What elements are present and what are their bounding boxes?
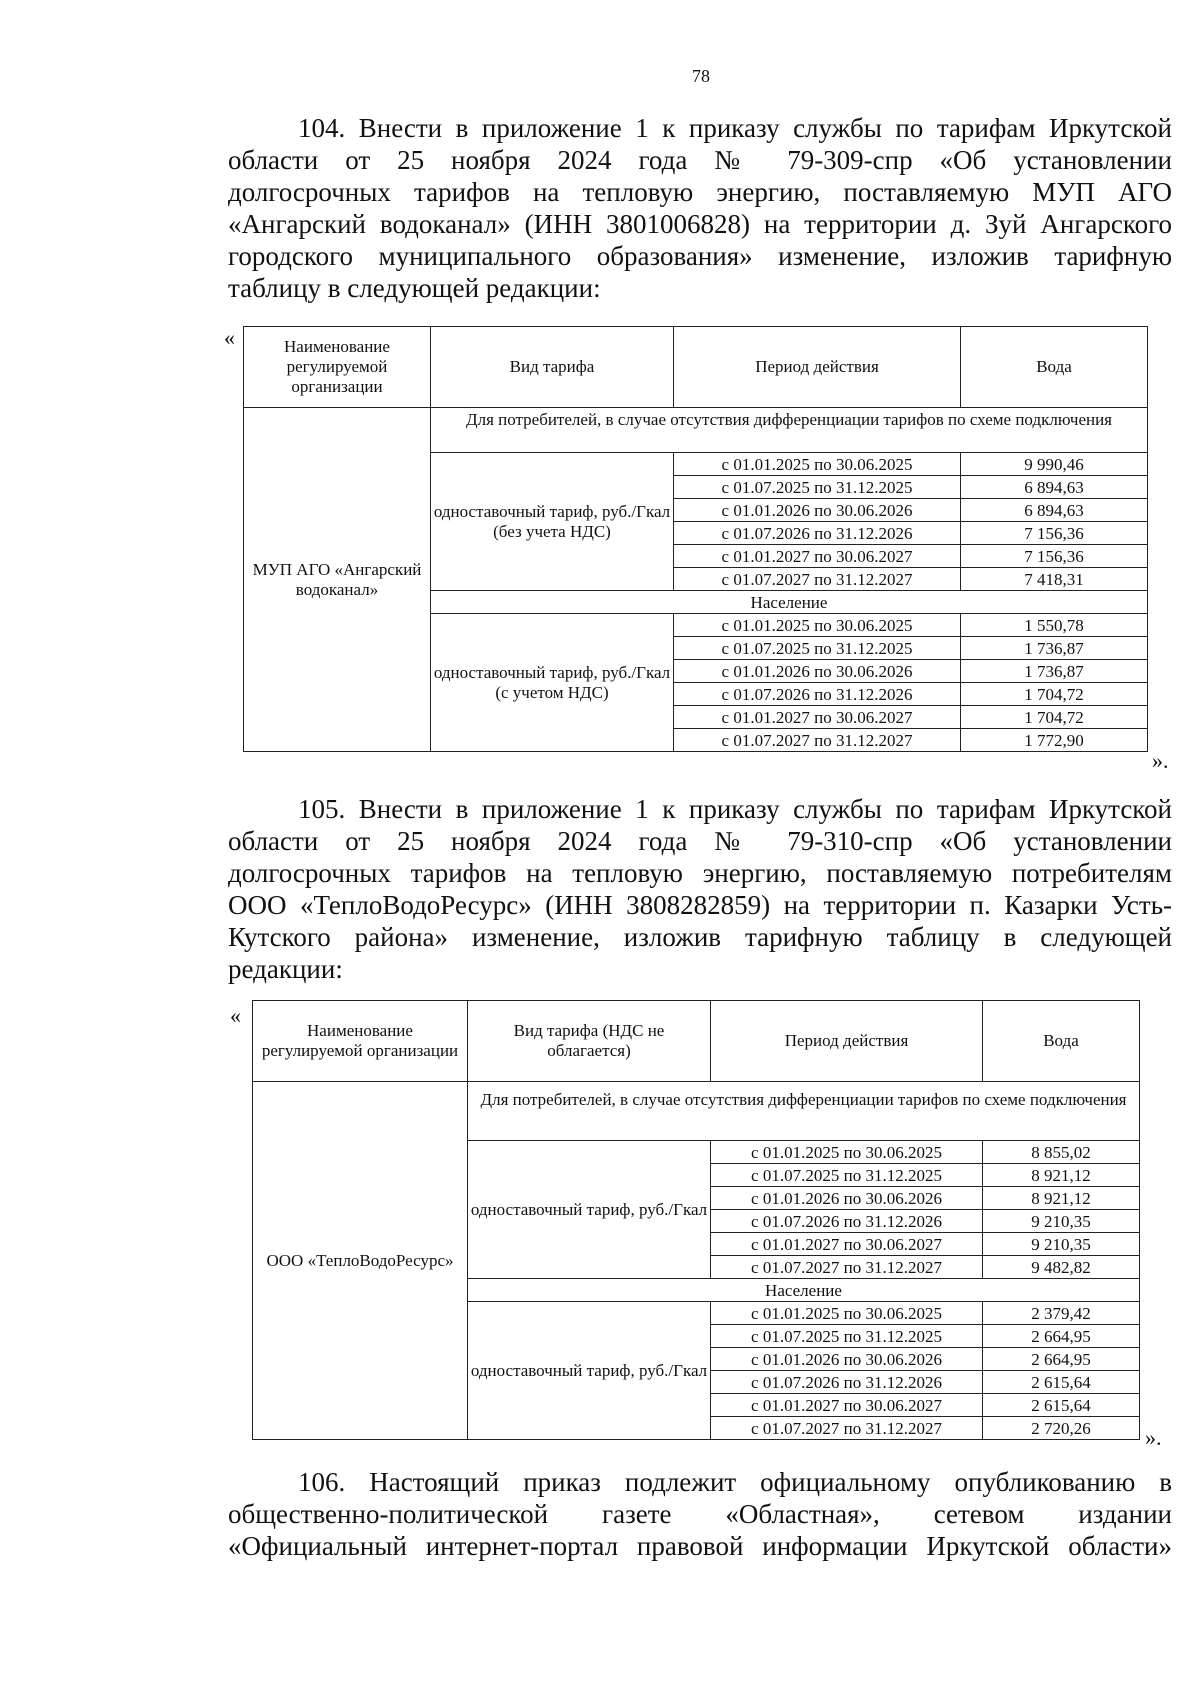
value-cell: 1 550,78: [961, 614, 1148, 637]
paragraph-line: «Ангарский водоканал» (ИНН 3801006828) на территории д. Зуй Ангарского: [228, 209, 1172, 239]
header-period: Период действия: [711, 1001, 983, 1082]
paragraph-line: городского муниципального образования» изменение, изложив тарифную: [228, 241, 1172, 271]
header-organization: Наименование регулируемой организации: [253, 1001, 468, 1082]
period-cell: с 01.01.2025 по 30.06.2025: [674, 453, 961, 476]
value-cell: 7 418,31: [961, 568, 1148, 591]
value-cell: 2 664,95: [983, 1325, 1140, 1348]
value-cell: 8 921,12: [983, 1164, 1140, 1187]
paragraph-106: [228, 1466, 1172, 1562]
value-cell: 8 855,02: [983, 1141, 1140, 1164]
paragraph-line: Кутского района» изменение, изложив тарифную таблицу в следующей: [228, 922, 1172, 952]
value-cell: 2 615,64: [983, 1371, 1140, 1394]
paragraph-line: редакции:: [228, 954, 343, 984]
value-cell: 1 736,87: [961, 660, 1148, 683]
paragraph-line: «Официальный интернет-портал правовой информации Иркутской области»: [228, 1531, 1172, 1561]
period-cell: с 01.07.2025 по 31.12.2025: [711, 1164, 983, 1187]
value-cell: 1 704,72: [961, 683, 1148, 706]
value-cell: 2 379,42: [983, 1302, 1140, 1325]
value-cell: 7 156,36: [961, 545, 1148, 568]
table2-close-quote: ».: [1145, 1425, 1162, 1450]
period-cell: с 01.07.2026 по 31.12.2026: [674, 522, 961, 545]
period-cell: с 01.01.2027 по 30.06.2027: [711, 1394, 983, 1417]
period-cell: с 01.01.2026 по 30.06.2026: [674, 499, 961, 522]
tariff-table-1: [243, 326, 1148, 752]
table1-close-quote: ».: [1152, 748, 1169, 773]
tariff-type-cell: одноставочный тариф, руб./Гкал (без учета НДС): [431, 453, 674, 591]
period-cell: с 01.07.2027 по 31.12.2027: [674, 568, 961, 591]
page-number: 78: [692, 66, 710, 86]
tariff-type-cell: одноставочный тариф, руб./Гкал (с учетом НДС): [431, 614, 674, 752]
header-tariff-type: Вид тарифа (НДС не облагается): [468, 1001, 711, 1082]
value-cell: 1 736,87: [961, 637, 1148, 660]
paragraph-line: общественно-политической газете «Областная», сетевом издании: [228, 1499, 1172, 1529]
value-cell: 8 921,12: [983, 1187, 1140, 1210]
paragraph-line: таблицу в следующей редакции:: [228, 273, 601, 303]
value-cell: 9 210,35: [983, 1210, 1140, 1233]
value-cell: 1 704,72: [961, 706, 1148, 729]
period-cell: с 01.07.2027 по 31.12.2027: [674, 729, 961, 752]
paragraph-line: области от 25 ноября 2024 года № 79-310-спр «Об установлении: [228, 826, 1172, 856]
period-cell: с 01.07.2027 по 31.12.2027: [711, 1256, 983, 1279]
header-tariff-type: Вид тарифа: [431, 327, 674, 408]
period-cell: с 01.01.2025 по 30.06.2025: [711, 1302, 983, 1325]
header-water: Вода: [983, 1001, 1140, 1082]
organization-cell: ООО «ТеплоВодоРесурс»: [253, 1082, 468, 1440]
table1-open-quote: «: [224, 325, 235, 350]
group-label: Население: [468, 1279, 1140, 1302]
period-cell: с 01.07.2025 по 31.12.2025: [711, 1325, 983, 1348]
paragraph-105: [228, 793, 1172, 985]
value-cell: 1 772,90: [961, 729, 1148, 752]
group-label: Население: [431, 591, 1148, 614]
paragraph-line: долгосрочных тарифов на тепловую энергию, поставляемую МУП АГО: [228, 177, 1172, 207]
paragraph-line: области от 25 ноября 2024 года № 79-309-спр «Об установлении: [228, 145, 1172, 175]
period-cell: с 01.01.2027 по 30.06.2027: [674, 545, 961, 568]
value-cell: 6 894,63: [961, 476, 1148, 499]
period-cell: с 01.01.2027 по 30.06.2027: [711, 1233, 983, 1256]
header-organization: Наименование регулируемой организации: [244, 327, 431, 408]
value-cell: 2 615,64: [983, 1394, 1140, 1417]
group-label: Для потребителей, в случае отсутствия дифференциации тарифов по схеме подключения: [431, 408, 1148, 453]
value-cell: 2 664,95: [983, 1348, 1140, 1371]
period-cell: с 01.07.2025 по 31.12.2025: [674, 637, 961, 660]
period-cell: с 01.07.2026 по 31.12.2026: [674, 683, 961, 706]
period-cell: с 01.01.2025 по 30.06.2025: [711, 1141, 983, 1164]
paragraph-line: 106. Настоящий приказ подлежит официальному опубликованию в: [298, 1467, 1172, 1497]
table2-open-quote: «: [230, 1003, 241, 1028]
organization-cell: МУП АГО «Ангарский водоканал»: [244, 408, 431, 752]
value-cell: 9 210,35: [983, 1233, 1140, 1256]
header-water: Вода: [961, 327, 1148, 408]
paragraph-line: 104. Внести в приложение 1 к приказу службы по тарифам Иркутской: [298, 113, 1172, 143]
value-cell: 2 720,26: [983, 1417, 1140, 1440]
group-label: Для потребителей, в случае отсутствия дифференциации тарифов по схеме подключения: [468, 1082, 1140, 1141]
tariff-type-cell: одноставочный тариф, руб./Гкал: [468, 1141, 711, 1279]
period-cell: с 01.07.2026 по 31.12.2026: [711, 1210, 983, 1233]
period-cell: с 01.01.2026 по 30.06.2026: [711, 1348, 983, 1371]
paragraph-line: 105. Внести в приложение 1 к приказу службы по тарифам Иркутской: [298, 794, 1172, 824]
period-cell: с 01.01.2026 по 30.06.2026: [711, 1187, 983, 1210]
period-cell: с 01.01.2026 по 30.06.2026: [674, 660, 961, 683]
paragraph-104: [228, 112, 1172, 304]
period-cell: с 01.07.2027 по 31.12.2027: [711, 1417, 983, 1440]
paragraph-line: ООО «ТеплоВодоРесурс» (ИНН 3808282859) на территории п. Казарки Усть-: [228, 890, 1172, 920]
value-cell: 6 894,63: [961, 499, 1148, 522]
value-cell: 9 482,82: [983, 1256, 1140, 1279]
value-cell: 7 156,36: [961, 522, 1148, 545]
period-cell: с 01.07.2025 по 31.12.2025: [674, 476, 961, 499]
paragraph-line: долгосрочных тарифов на тепловую энергию, поставляемую потребителям: [228, 858, 1172, 888]
value-cell: 9 990,46: [961, 453, 1148, 476]
header-period: Период действия: [674, 327, 961, 408]
tariff-table-2: [252, 1000, 1140, 1440]
period-cell: с 01.07.2026 по 31.12.2026: [711, 1371, 983, 1394]
period-cell: с 01.01.2027 по 30.06.2027: [674, 706, 961, 729]
period-cell: с 01.01.2025 по 30.06.2025: [674, 614, 961, 637]
tariff-type-cell: одноставочный тариф, руб./Гкал: [468, 1302, 711, 1440]
